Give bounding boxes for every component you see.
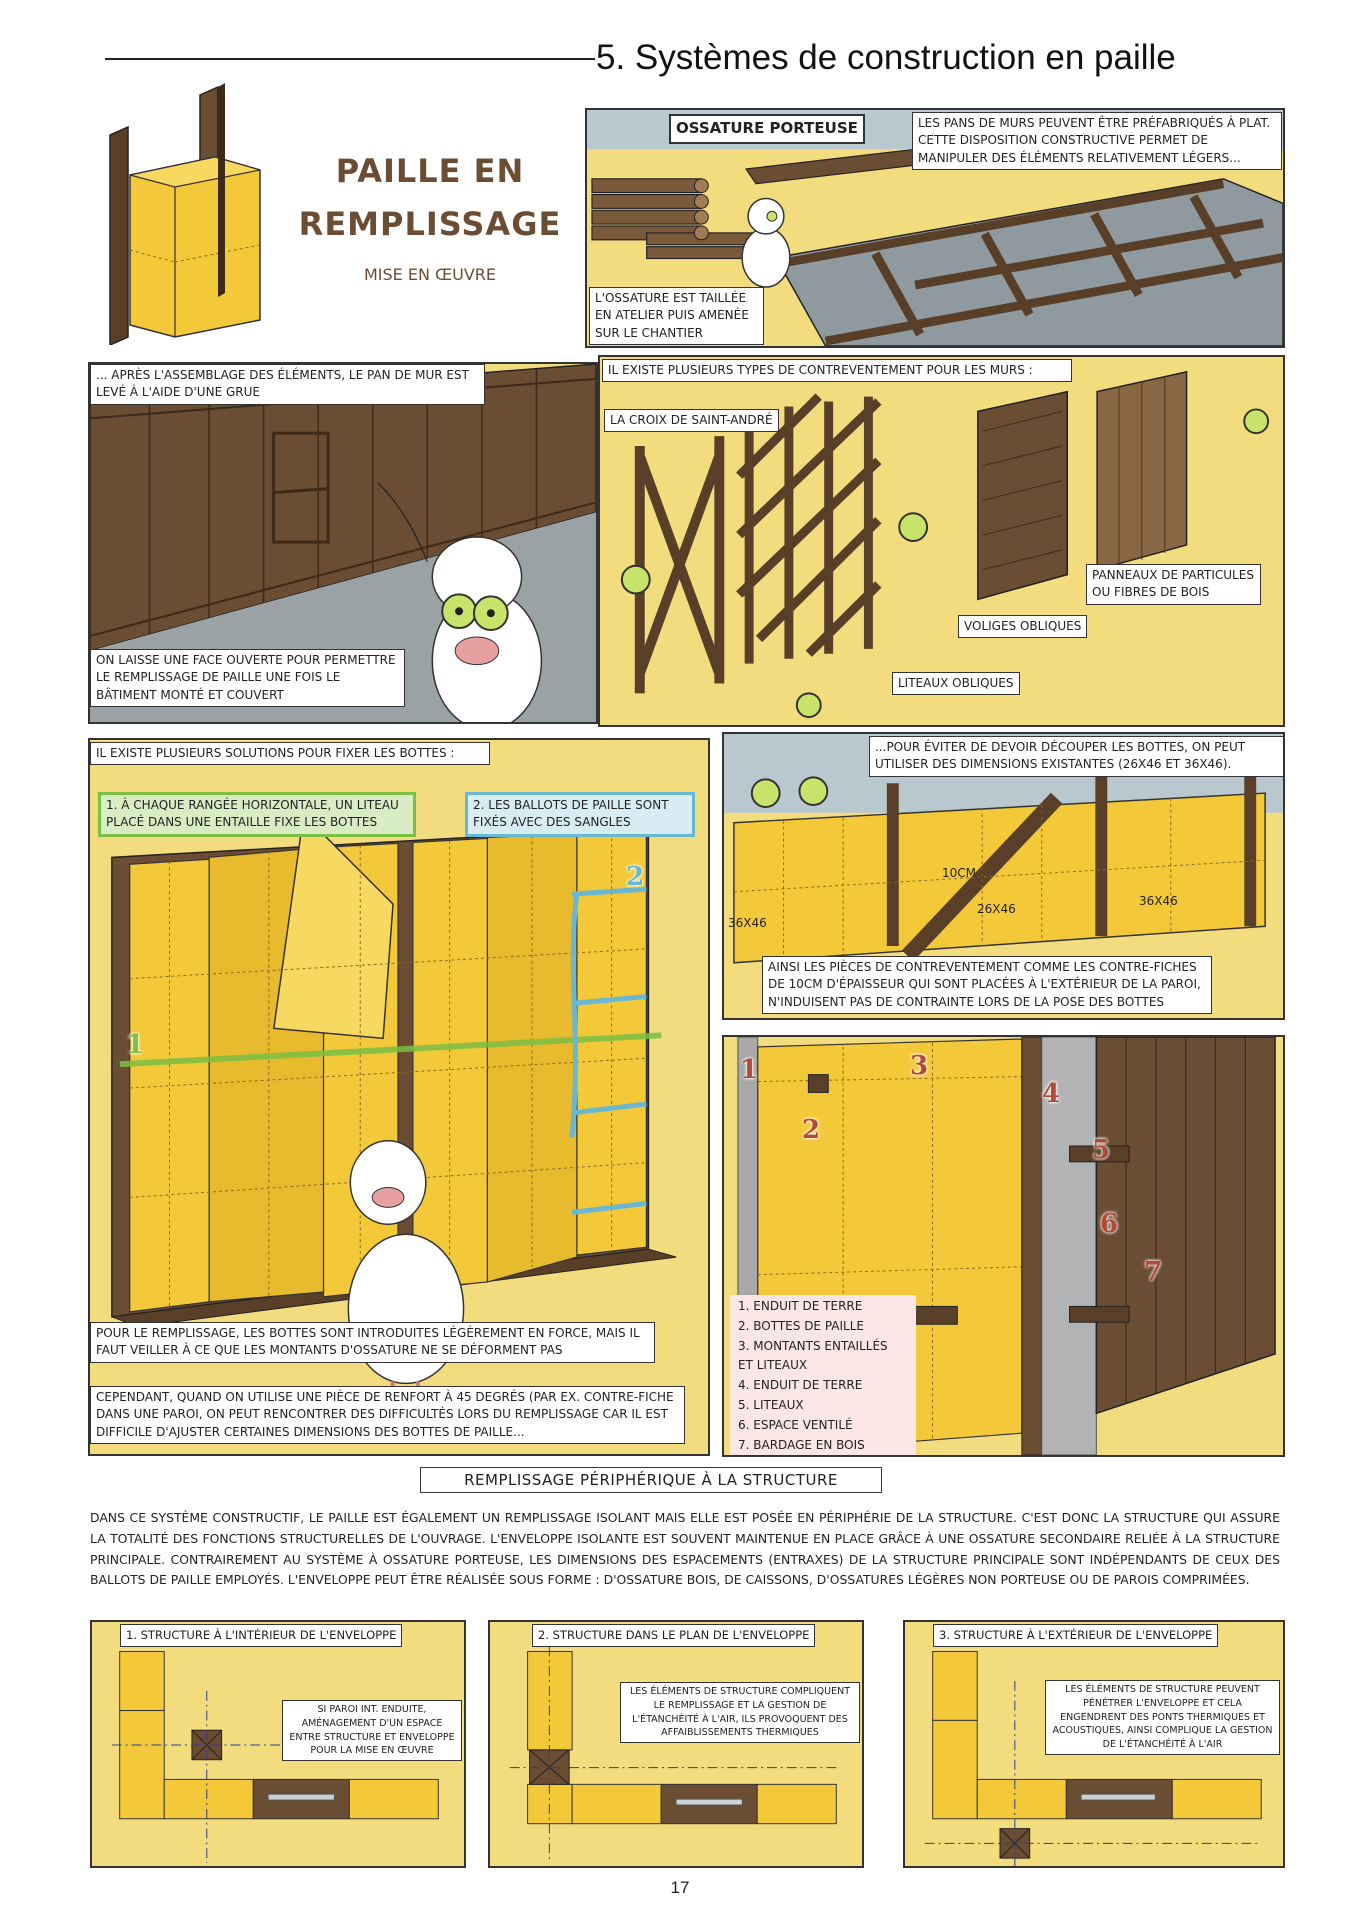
diagram1-note: SI PAROI INT. ENDUITE, AMÉNAGEMENT D'UN ESPACE ENTRE STRUCTURE ET ENVELOPPE POUR LA MISE EN ŒUVRE: [282, 1700, 462, 1761]
intro-title-line1: PAILLE EN: [335, 152, 525, 190]
wall-layer-number: 3: [910, 1051, 929, 1081]
legend-item: 3. MONTANTS ENTAILLÉS: [738, 1338, 888, 1353]
legend-item: 2. BOTTES DE PAILLE: [738, 1318, 864, 1333]
dim-26x46: 26X46: [977, 902, 1016, 916]
legend-item: 7. BARDAGE EN BOIS: [738, 1437, 865, 1452]
diagram-structure-interieur: [90, 1620, 466, 1868]
legend-item: 1. ENDUIT DE TERRE: [738, 1299, 863, 1313]
intro-illustration: [90, 75, 280, 345]
panel4-caption-b: CEPENDANT, QUAND ON UTILISE UNE PIÈCE DE RENFORT À 45 DEGRÉS (PAR EX. CONTRE-FICHE DANS UNE PAROI, ON PEUT RENCONTRER DES DIFFICULTÉS LORS DU REMPLISSAGE CAR IL EST DIFFICILE D'AJUSTER CERTAINES DIMENSIONS DES BOTTES DE PAILLE...: [90, 1386, 685, 1444]
panel5-bottom-caption: AINSI LES PIÈCES DE CONTREVENTEMENT COMME LES CONTRE-FICHES DE 10CM D'ÉPAISSEUR QUI SONT PLACÉES À L'EXTÉRIEUR DE LA PAROI, N'INDUISENT PAS DE CONTRAINTE LORS DE LA POSE DES BOTTES: [762, 956, 1212, 1014]
section-paragraph: DANS CE SYSTÈME CONSTRUCTIF, LE PAILLE EST ÉGALEMENT UN REMPLISSAGE ISOLANT MAIS ELLE EST POSÉE EN PÉRIPHÉRIE DE LA STRUCTURE. C'EST DONC LA STRUCTURE QUI ASSURE LA TOTALITÉ DES FONCTIONS STRUCTURELLES DE L'OUVRAGE. L'ENVELOPPE ISOLANTE EST SOUVENT MAINTENUE EN PLACE GRÂCE À UNE OSSATURE SECONDAIRE RELIÉE À LA STRUCTURE PRINCIPALE. CONTRAIREMENT AU SYSTÈME À OSSATURE PORTEUSE, LES DIMENSIONS DES ESPACEMENTS (ENTRAXES) DE LA STRUCTURE PRINCIPALE SONT INDÉPENDANTS DE CEUX DES BALLOTS DE PAILLE EMPLOYÉS. L'ENVELOPPE PEUT ÊTRE RÉALISÉE SOUS FORME : D'OSSATURE BOIS, DE CAISSONS, D'OSSATURES LÉGÈRES NON PORTEUSE OU DE PAROIS COMPRIMÉES.: [90, 1510, 1280, 1588]
solution1-label: 1. À CHAQUE RANGÉE HORIZONTALE, UN LITEAU PLACÉ DANS UNE ENTAILLE FIXE LES BOTTES: [98, 792, 416, 837]
wall-layer-number: 2: [802, 1115, 821, 1145]
diagram3-note: LES ÉLÉMENTS DE STRUCTURE PEUVENT PÉNÉTRER L'ENVELOPPE ET CELA ENGENDRENT DES PONTS THERMIQUES ET ACOUSTIQUES, AINSI COMPLIQUE LA GESTION DE L'ÉTANCHÉITÉ À L'AIR: [1045, 1680, 1280, 1755]
section-heading: REMPLISSAGE PÉRIPHÉRIQUE À LA STRUCTURE: [420, 1467, 882, 1493]
diagram1-title: 1. STRUCTURE À L'INTÉRIEUR DE L'ENVELOPPE: [120, 1624, 402, 1647]
intro-title-line2: REMPLISSAGE: [298, 205, 562, 243]
panel-fixation-bottes: [88, 738, 710, 1456]
wall-layer-number: 1: [740, 1055, 759, 1085]
panel-contreventement: [598, 355, 1285, 727]
legend-item: ET LITEAUX: [738, 1358, 808, 1373]
panel1-caption: LES PANS DE MURS PEUVENT ÊTRE PRÉFABRIQUÉS À PLAT. CETTE DISPOSITION CONSTRUCTIVE PERMET DE MANIPULER DES ÉLÉMENTS RELATIVEMENT LÉGERS...: [912, 112, 1282, 170]
header-rule: [105, 58, 595, 60]
diagram-structure-exterieur: [903, 1620, 1285, 1868]
marker-2: 2: [626, 862, 645, 892]
solution2-label: 2. LES BALLOTS DE PAILLE SONT FIXÉS AVEC DES SANGLES: [465, 792, 695, 837]
panel1-bottom-caption: L'OSSATURE EST TAILLÉE EN ATELIER PUIS AMENÉE SUR LE CHANTIER: [589, 287, 764, 345]
label-panneaux-particules: PANNEAUX DE PARTICULES OU FIBRES DE BOIS: [1086, 564, 1261, 605]
label-voliges-obliques: VOLIGES OBLIQUES: [958, 615, 1087, 638]
panel2-top-caption: ... APRÈS L'ASSEMBLAGE DES ÉLÉMENTS, LE PAN DE MUR EST LEVÉ À L'AIDE D'UNE GRUE: [90, 364, 485, 405]
panel-pan-de-mur: [88, 362, 598, 724]
dim-10cm: 10CM: [942, 866, 977, 880]
dim-36x46-left: 36X46: [728, 916, 767, 930]
panel-composition-paroi: [722, 1035, 1285, 1457]
panel5-top-caption: ...POUR ÉVITER DE DEVOIR DÉCOUPER LES BOTTES, ON PEUT UTILISER DES DIMENSIONS EXISTANTES (26X46 ET 36X46).: [869, 736, 1284, 777]
diagram-structure-plan: [488, 1620, 864, 1868]
legend-item: 5. LITEAUX: [738, 1397, 804, 1412]
wall-layer-number: 4: [1042, 1079, 1061, 1109]
diagram2-title: 2. STRUCTURE DANS LE PLAN DE L'ENVELOPPE: [532, 1624, 815, 1647]
page-title: 5. Systèmes de construction en paille: [596, 38, 1176, 77]
intro-subtitle: MISE EN ŒUVRE: [363, 265, 497, 284]
panel2-bottom-caption: ON LAISSE UNE FACE OUVERTE POUR PERMETTRE LE REMPLISSAGE DE PAILLE UNE FOIS LE BÂTIMENT MONTÉ ET COUVERT: [90, 649, 405, 707]
wall-layer-number: 5: [1092, 1135, 1111, 1165]
label-croix-saint-andre: LA CROIX DE SAINT-ANDRÉ: [604, 409, 779, 432]
legend-item: 4. ENDUIT DE TERRE: [738, 1378, 863, 1393]
panel-dimensions: [722, 732, 1285, 1020]
panel4-caption-a: POUR LE REMPLISSAGE, LES BOTTES SONT INTRODUITES LÉGÈREMENT EN FORCE, MAIS IL FAUT VEILLER À CE QUE LES MONTANTS D'OSSATURE NE SE DÉFORMENT PAS: [90, 1322, 655, 1363]
marker-1: 1: [126, 1030, 145, 1060]
label-liteaux-obliques: LITEAUX OBLIQUES: [892, 672, 1020, 695]
diagram2-note: LES ÉLÉMENTS DE STRUCTURE COMPLIQUENT LE REMPLISSAGE ET LA GESTION DE L'ÉTANCHÉITÉ À L'AIR, ILS PROVOQUENT DES AFFAIBLISSEMENTS THERMIQUES: [620, 1682, 860, 1743]
diagram3-title: 3. STRUCTURE À L'EXTÉRIEUR DE L'ENVELOPPE: [933, 1624, 1218, 1647]
legend-item: 6. ESPACE VENTILÉ: [738, 1417, 853, 1432]
panel3-top-caption: IL EXISTE PLUSIEURS TYPES DE CONTREVENTEMENT POUR LES MURS :: [602, 359, 1072, 382]
wall-legend: [730, 1295, 916, 1457]
wall-layer-number: 6: [1100, 1209, 1119, 1239]
wall-layer-number: 7: [1144, 1257, 1163, 1287]
panel4-top-caption: IL EXISTE PLUSIEURS SOLUTIONS POUR FIXER LES BOTTES :: [90, 742, 490, 765]
panel1-label: OSSATURE PORTEUSE: [669, 114, 865, 144]
panel-ossature-porteuse: [585, 108, 1285, 348]
page-number: 17: [670, 1878, 690, 1897]
dim-36x46-right: 36X46: [1139, 894, 1178, 908]
